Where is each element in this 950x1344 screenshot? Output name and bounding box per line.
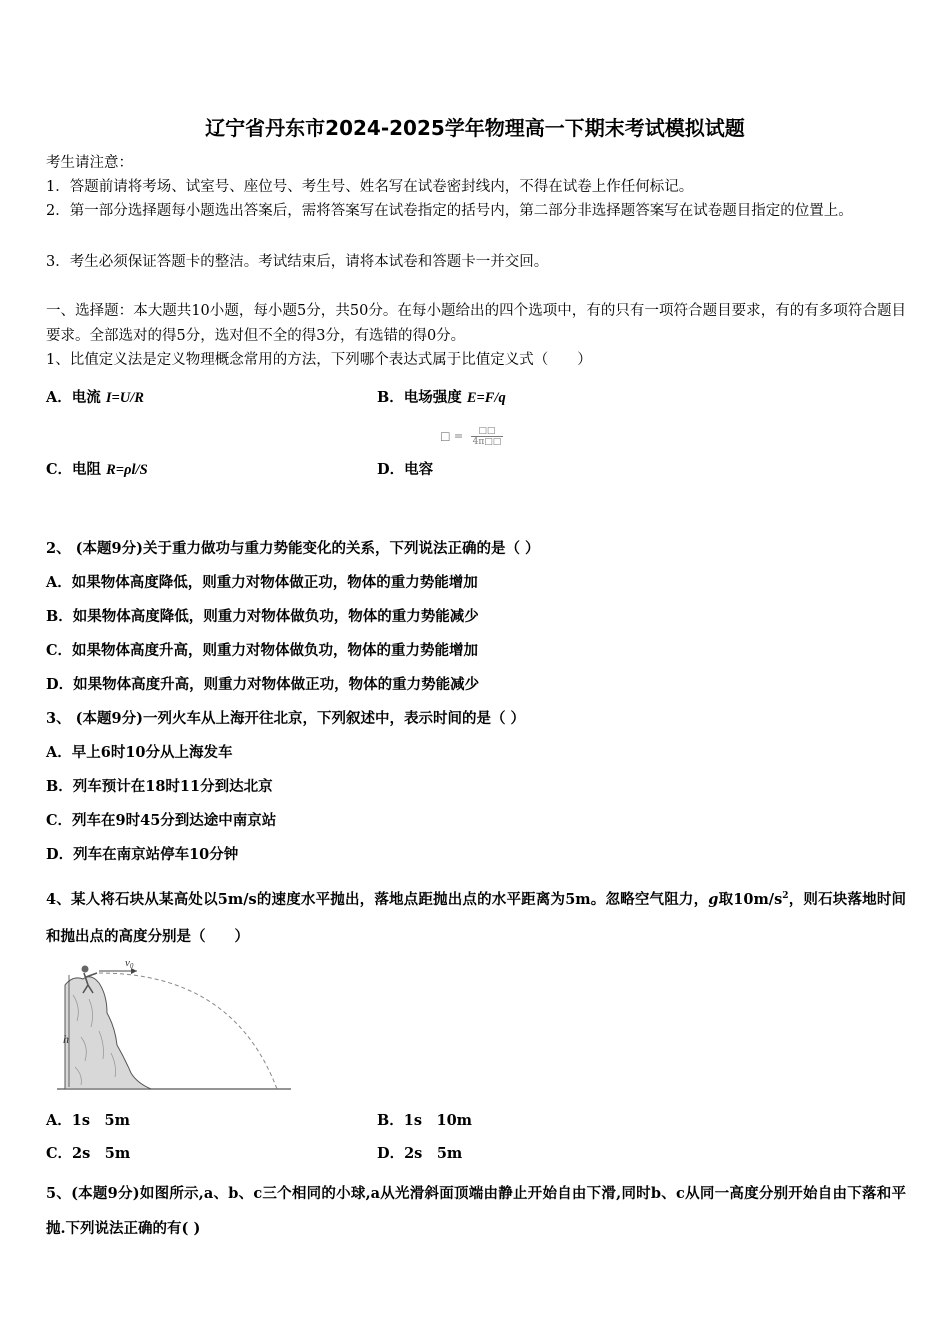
h-label: h [63, 1032, 69, 1046]
q2-option-c: C．如果物体高度升高，则重力对物体做负功，物体的重力势能增加 [46, 642, 479, 659]
q5-stem: 5、(本题9分)如图所示,a、b、c三个相同的小球,a从光滑斜面顶端由静止开始自由下滑,同时b、c从同一高度分别开始自由下落和平抛.下列说法正确的有( ) [46, 1185, 906, 1237]
q1-option-a: A．电流 I=U/R [46, 389, 144, 406]
q1-option-d-formula: □ = $\frac{□□}{4\pi□□}$ [440, 426, 502, 447]
q4-stem: 4、某人将石块从某高处以5m/s的速度水平抛出，落地点距抛出点的水平距离为5m。忽略空气阻力，g取$10m/s^2$，则石块落地时间和抛出点的高度分别是（ ） [46, 890, 907, 945]
q2-option-d: D．如果物体高度升高，则重力对物体做正功，物体的重力势能减少 [46, 676, 480, 693]
q1-option-b: B．电场强度 E=F/q [377, 389, 506, 406]
section-intro: 一、选择题：本大题共10小题，每小题5分，共50分。在每小题给出的四个选项中，有的只有一项符合题目要求，有的有多项符合题目要求。全部选对的得5分，选对但不全的得3分，有选错的得0分。 [46, 303, 906, 344]
cliff-shape [65, 977, 151, 1089]
projectile-figure [55, 955, 295, 1095]
q3-option-b: B．列车预计在18时11分到达北京 [46, 778, 273, 795]
q4-option-b: B．1s 10m [377, 1112, 473, 1129]
q1-option-c: C．电阻 R=ρl/S [46, 461, 148, 478]
q1-stem: 1、比值定义法是定义物理概念常用的方法，下列哪个表达式属于比值定义式（ ） [46, 352, 592, 368]
q3-option-a: A．早上6时10分从上海发车 [46, 744, 233, 761]
q4-option-d: D．2s 5m [377, 1145, 463, 1162]
notice-item-3: 3．考生必须保证答题卡的整洁。考试结束后，请将本试卷和答题卡一并交回。 [46, 254, 549, 270]
notice-item-1: 1．答题前请将考场、试室号、座位号、考生号、姓名写在试卷密封线内，不得在试卷上作任何标记。 [46, 179, 694, 195]
q3-stem: 3、 (本题9分)一列火车从上海开往北京，下列叙述中，表示时间的是（ ） [46, 710, 525, 727]
q2-option-b: B．如果物体高度降低，则重力对物体做负功，物体的重力势能减少 [46, 608, 479, 625]
q1-option-d: D．电容 [377, 461, 434, 478]
notice-heading: 考生请注意： [46, 155, 133, 171]
q3-option-d: D．列车在南京站停车10分钟 [46, 846, 239, 863]
q2-option-a: A．如果物体高度降低，则重力对物体做正功，物体的重力势能增加 [46, 574, 478, 591]
q2-stem: 2、 (本题9分)关于重力做功与重力势能变化的关系，下列说法正确的是（ ） [46, 540, 540, 557]
v0-label: v0 [125, 957, 134, 970]
q3-option-c: C．列车在9时45分到达途中南京站 [46, 812, 277, 829]
page-title: 辽宁省丹东市2024-2025学年物理高一下期末考试模拟试题 [205, 116, 745, 140]
q4-option-a: A．1s 5m [46, 1112, 130, 1129]
person-head [82, 966, 89, 973]
notice-item-2: 2．第一部分选择题每小题选出答案后，需将答案写在试卷指定的括号内，第二部分非选择题答案写在试卷题目指定的位置上。 [46, 203, 853, 219]
q4-option-c: C．2s 5m [46, 1145, 131, 1162]
